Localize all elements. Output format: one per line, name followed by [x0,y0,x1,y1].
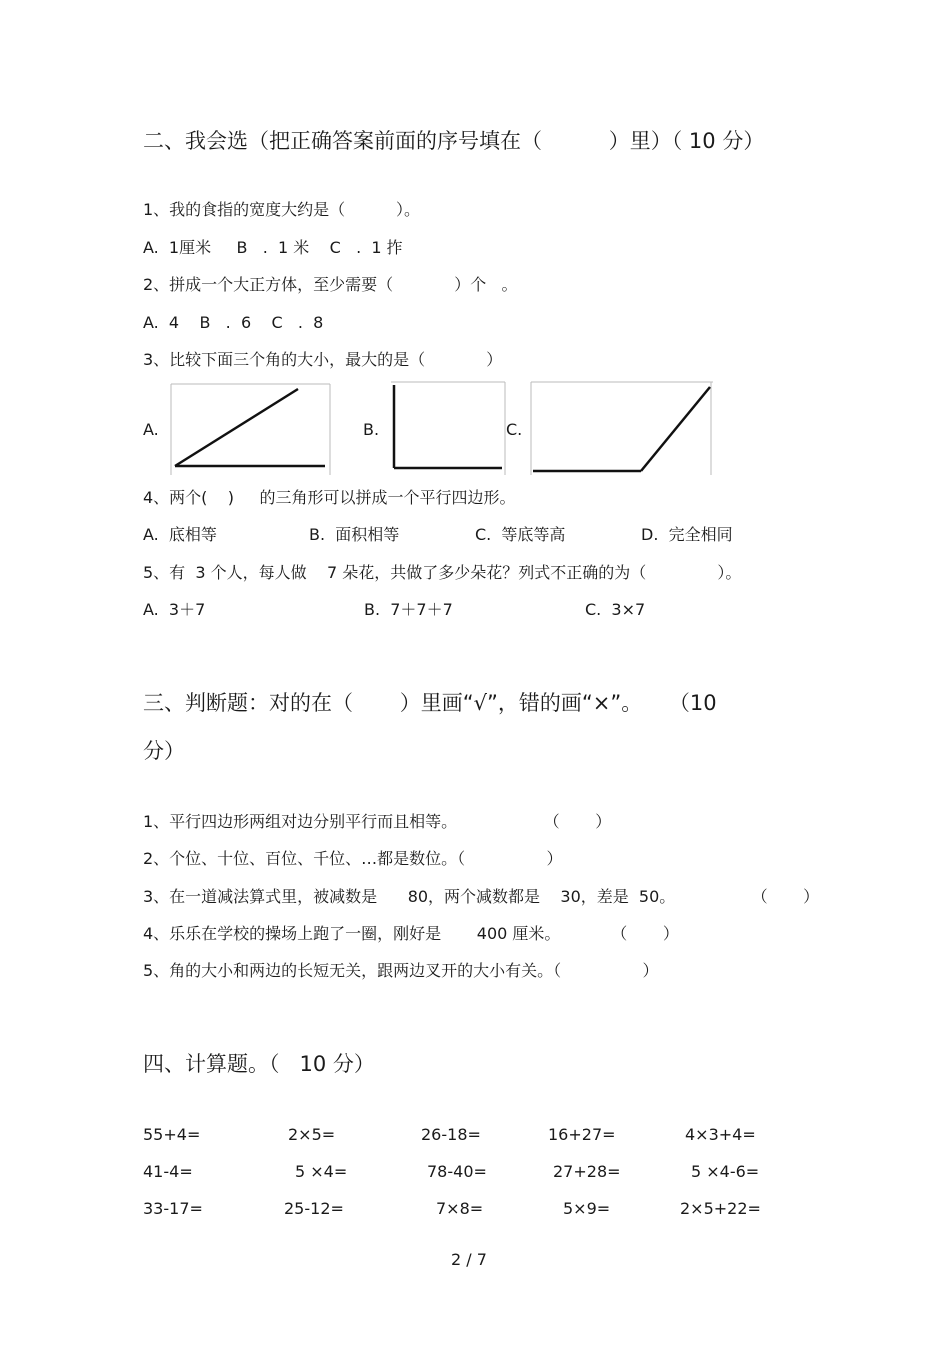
question-2-4: 4、两个( ) 的三角形可以拼成一个平行四边形。 [143,488,516,507]
question-2-2-options: A. 4 B . 6 C . 8 [143,313,324,332]
question-2-5-option-c: C. 3×7 [585,600,646,619]
section-2-title: 二、我会选（把正确答案前面的序号填在（ ）里）（ 10 分） [143,129,765,153]
judgement-item-2: 2、个位、十位、百位、千位、…都是数位。（ ） [143,849,563,868]
question-2-4-option-c: C. 等底等高 [475,525,566,544]
angle-c-label: C. [506,420,523,439]
calc-item: 26-18= [421,1125,481,1144]
angle-b-figure [390,381,506,476]
angle-b-label: B. [363,420,380,439]
judgement-item-5: 5、角的大小和两边的长短无关，跟两边叉开的大小有关。（ ） [143,961,659,980]
calc-item: 25-12= [284,1199,344,1218]
calc-item: 78-40= [427,1162,487,1181]
question-2-5-option-b: B. 7＋7＋7 [364,600,453,619]
question-2-5-option-a: A. 3＋7 [143,600,206,619]
calc-item: 33-17= [143,1199,203,1218]
question-2-5: 5、有 3 个人，每人做 7 朵花，共做了多少朵花？列式不正确的为（ ）。 [143,563,742,582]
angle-a-figure [170,383,332,476]
calc-item: 41-4= [143,1162,193,1181]
question-2-3: 3、比较下面三个角的大小，最大的是（ ） [143,350,503,369]
judgement-item-3: 3、在一道减法算式里，被减数是 80，两个减数都是 30，差是 50。 （ ） [143,887,820,906]
judgement-item-1: 1、平行四边形两组对边分别平行而且相等。 （ ） [143,812,612,831]
calc-item: 2×5+22= [680,1199,761,1218]
calc-item: 16+27= [548,1125,616,1144]
question-2-4-option-a: A. 底相等 [143,525,217,544]
section-3-title-line-2: 分） [143,739,185,763]
calc-item: 55+4= [143,1125,201,1144]
question-2-2: 2、拼成一个大正方体，至少需要（ ）个 。 [143,275,518,294]
angle-c-figure [530,381,714,476]
page-number: 2 / 7 [451,1250,487,1269]
section-4-title: 四、计算题。（ 10 分） [143,1052,375,1076]
calc-item: 5 ×4-6= [691,1162,760,1181]
judgement-item-4: 4、乐乐在学校的操场上跑了一圈，刚好是 400 厘米。 （ ） [143,924,679,943]
question-2-1-options: A. 1厘米 B . 1 米 C . 1 拃 [143,238,403,257]
question-2-4-option-d: D. 完全相同 [641,525,733,544]
section-3-title-line-1: 三、判断题：对的在（ ）里画“√”，错的画“×”。 （10 [143,691,717,715]
calc-item: 4×3+4= [685,1125,756,1144]
question-2-4-option-b: B. 面积相等 [309,525,400,544]
calc-item: 5 ×4= [295,1162,348,1181]
question-2-1: 1、我的食指的宽度大约是（ ）。 [143,200,421,219]
angle-a-label: A. [143,420,159,439]
calc-item: 5×9= [563,1199,611,1218]
calc-item: 27+28= [553,1162,621,1181]
calc-item: 7×8= [436,1199,484,1218]
calc-item: 2×5= [288,1125,336,1144]
